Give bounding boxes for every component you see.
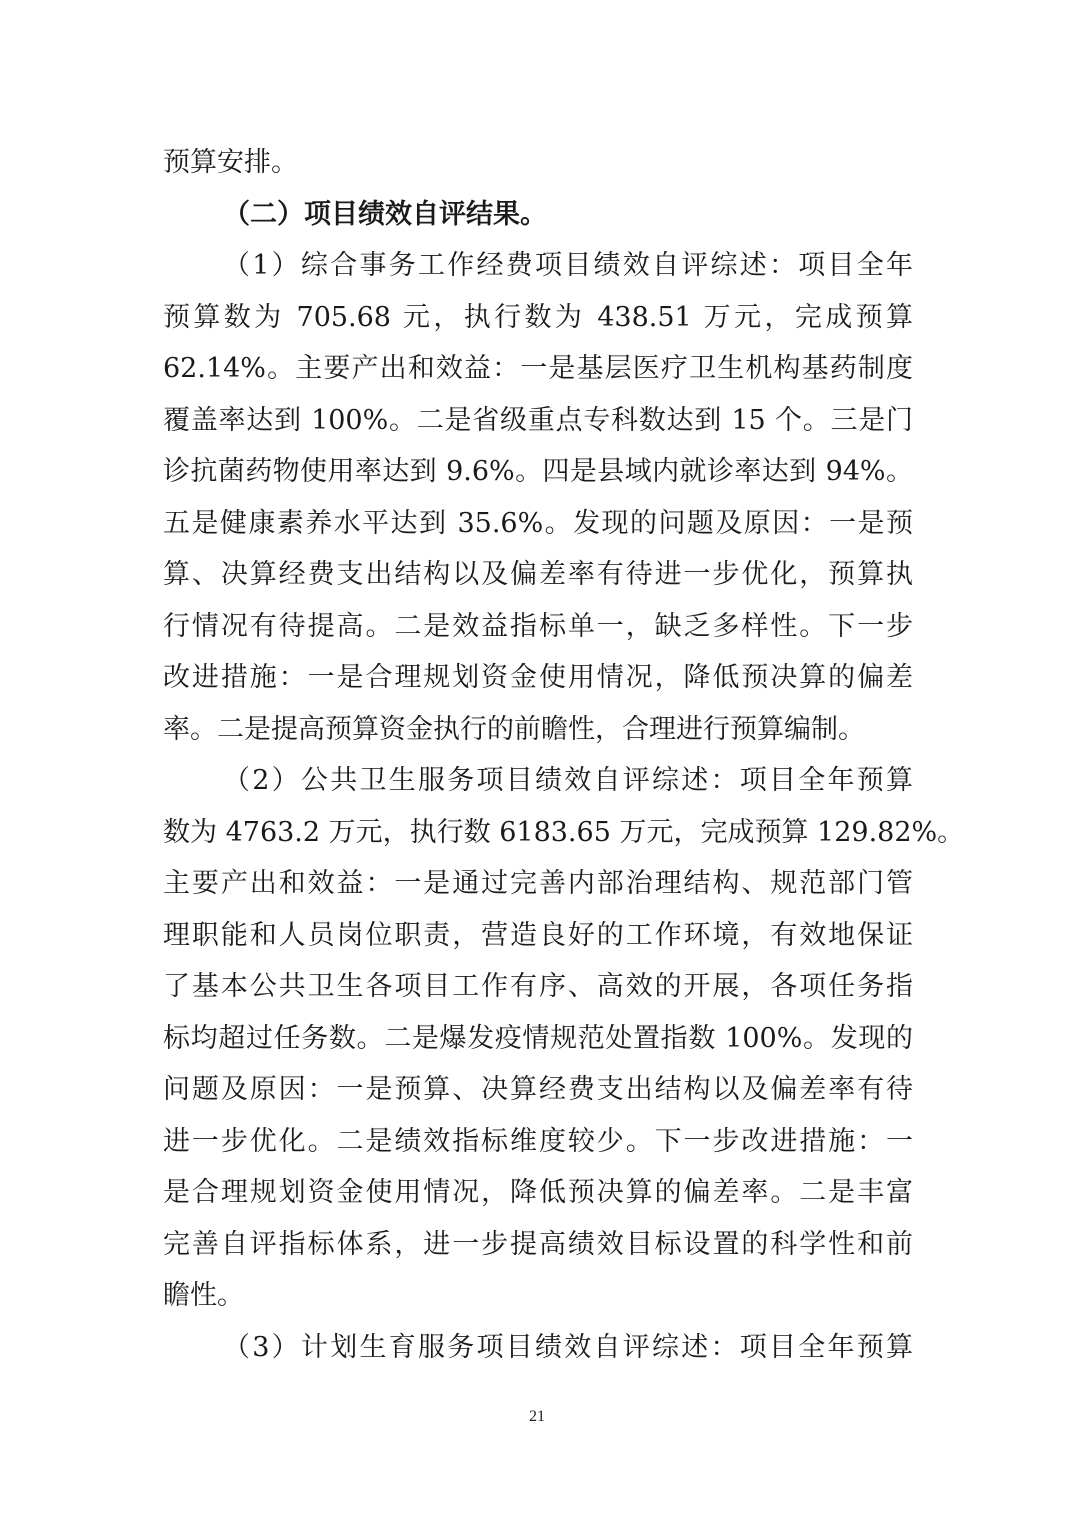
paragraph-line: 预算安排。 [163,147,298,178]
paragraph-line: 诊抗菌药物使用率达到 9.6%。四是县域内就诊率达到 94%。 [163,456,913,487]
paragraph-line: 进一步优化。二是绩效指标维度较少。下一步改进措施：一 [163,1125,913,1157]
section-heading: （二）项目绩效自评结果。 [223,198,547,230]
paragraph-line: 行情况有待提高。二是效益指标单一，缺乏多样性。下一步 [163,610,913,642]
document-body [163,137,965,1373]
paragraph-line: 标均超过任务数。二是爆发疫情规范处置指数 100%。发现的 [163,1022,913,1054]
paragraph-line: 五是健康素养水平达到 35.6%。发现的问题及原因：一是预 [163,507,913,539]
paragraph-line: 理职能和人员岗位职责，营造良好的工作环境，有效地保证 [163,919,913,951]
paragraph-line: 完善自评指标体系，进一步提高绩效目标设置的科学性和前 [163,1228,913,1260]
paragraph-line: （1）综合事务工作经费项目绩效自评综述：项目全年 [223,250,913,281]
paragraph-line: 主要产出和效益：一是通过完善内部治理结构、规范部门管 [163,868,913,899]
paragraph-line: 改进措施：一是合理规划资金使用情况，降低预决算的偏差 [163,662,913,693]
paragraph-line: 是合理规划资金使用情况，降低预决算的偏差率。二是丰富 [163,1177,913,1208]
paragraph-line: （2）公共卫生服务项目绩效自评综述：项目全年预算 [223,765,913,796]
paragraph-line: 预算数为 705.68 元，执行数为 438.51 万元，完成预算 [163,301,913,333]
paragraph-line: 数为 4763.2 万元，执行数 6183.65 万元，完成预算 129.82%。 [163,816,965,848]
paragraph-line: 率。二是提高预算资金执行的前瞻性，合理进行预算编制。 [163,713,865,745]
paragraph-line: 瞻性。 [163,1280,244,1311]
page-number: 21 [529,1408,545,1425]
paragraph-line: 覆盖率达到 100%。二是省级重点专科数达到 15 个。三是门 [163,404,913,436]
paragraph-line: 62.14%。主要产出和效益：一是基层医疗卫生机构基药制度 [163,353,913,384]
paragraph-line: 了基本公共卫生各项目工作有序、高效的开展，各项任务指 [163,971,913,1002]
paragraph-line: （3）计划生育服务项目绩效自评综述：项目全年预算 [223,1331,913,1363]
paragraph-line: 问题及原因：一是预算、决算经费支出结构以及偏差率有待 [163,1074,913,1105]
paragraph-line: 算、决算经费支出结构以及偏差率有待进一步优化，预算执 [163,559,913,590]
